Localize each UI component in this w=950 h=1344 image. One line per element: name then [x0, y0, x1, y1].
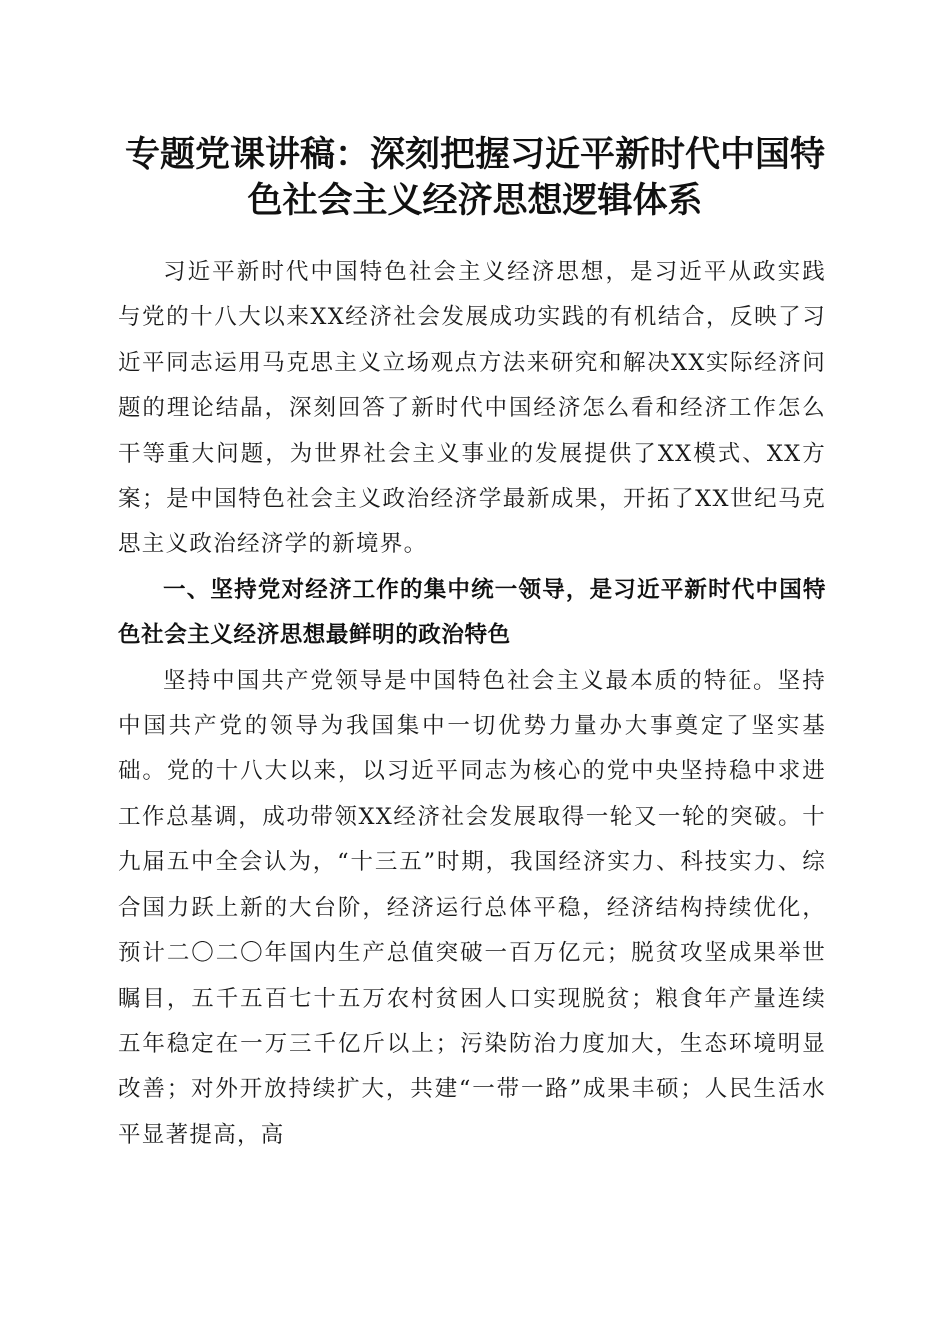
intro-paragraph: 习近平新时代中国特色社会主义经济思想，是习近平从政实践与党的十八大以来XX经济社会发展成功实践的有机结合，反映了习近平同志运用马克思主义立场观点方法来研究和解决XX实际经济问题的理论结晶，深刻回答了新时代中国经济怎么看和经济工作怎么干等重大问题，为世界社会主义事业的发展提供了XX模式、XX方案；是中国特色社会主义政治经济学最新成果，开拓了XX世纪马克思主义政治经济学的新境界。 — [118, 259, 826, 558]
title-line-2: 色社会主义经济思想逻辑体系 — [247, 180, 703, 221]
document-body — [118, 250, 826, 1158]
document-title — [100, 132, 850, 224]
title-line-1: 专题党课讲稿：深刻把握习近平新时代中国特 — [124, 134, 825, 175]
section-heading: 一、坚持党对经济工作的集中统一领导，是习近平新时代中国特色社会主义经济思想最鲜明的政治特色 — [118, 576, 826, 649]
section-paragraph: 坚持中国共产党领导是中国特色社会主义最本质的特征。坚持中国共产党的领导为我国集中一切优势力量办大事奠定了坚实基础。党的十八大以来，以习近平同志为核心的党中央坚持稳中求进工作总基调，成功带领XX经济社会发展取得一轮又一轮的突破。十九届五中全会认为，“十三五”时期，我国经济实力、科技实力、综合国力跃上新的大台阶，经济运行总体平稳，经济结构持续优化，预计二〇二〇年国内生产总值突破一百万亿元；脱贫攻坚成果举世瞩目，五千五百七十五万农村贫困人口实现脱贫；粮食年产量连续五年稳定在一万三千亿斤以上；污染防治力度加大，生态环境明显改善；对外开放持续扩大，共建“一带一路”成果丰硕；人民生活水平显著提高，高 — [118, 667, 826, 1148]
